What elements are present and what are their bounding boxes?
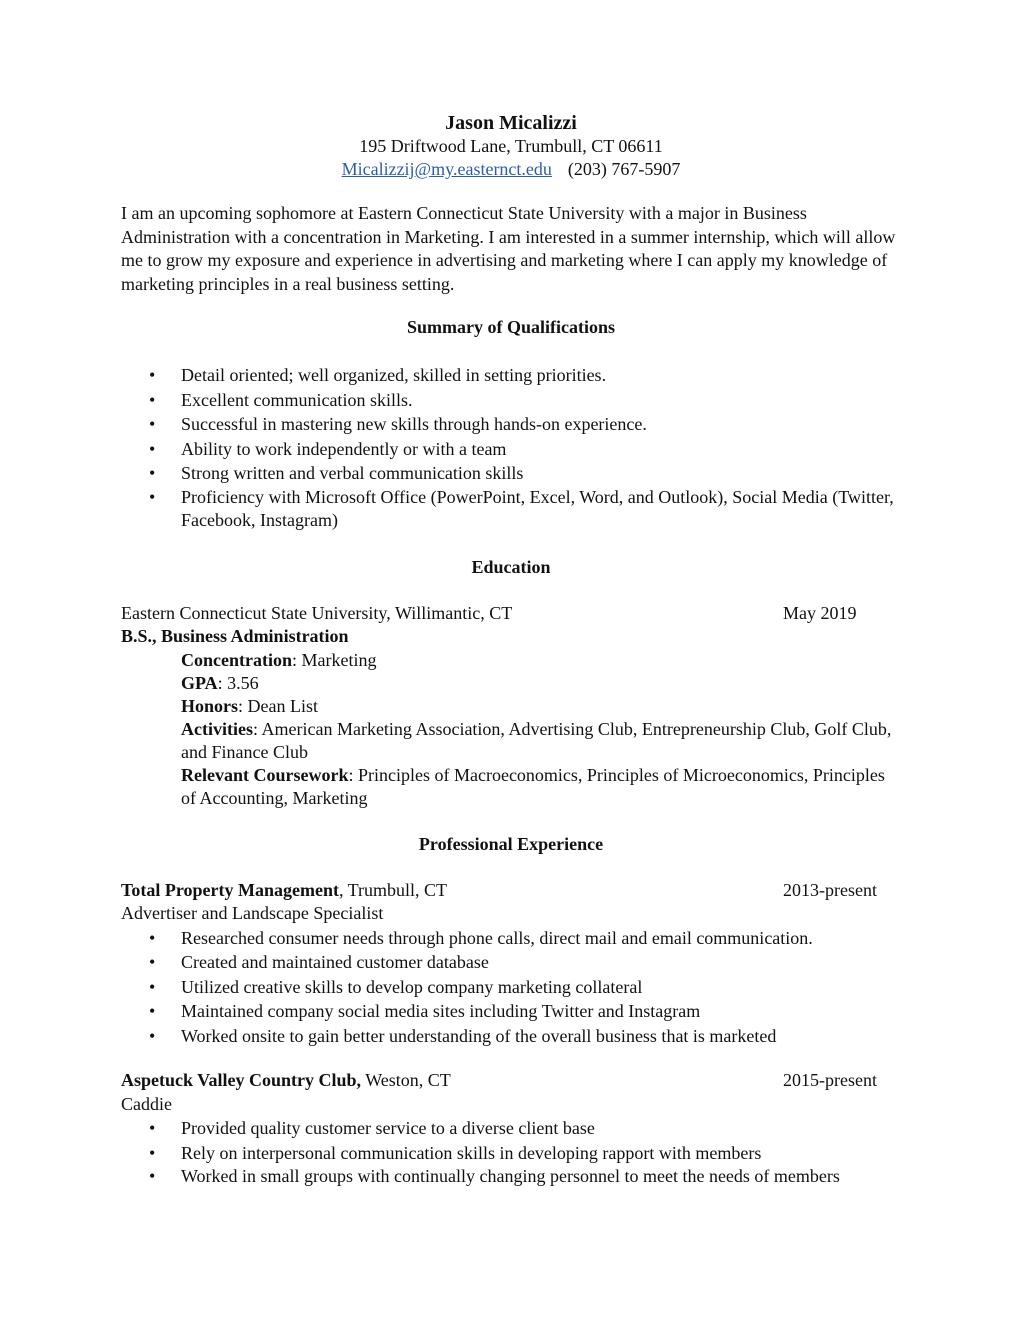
phone-number: (203) 767-5907 <box>567 159 681 179</box>
objective-paragraph: I am an upcoming sophomore at Eastern Connecticut State University with a major in Business Administration with a concentration in Marketing. I am interested in a summer internship, which will allow me to grow my exposure and experience in advertising and marketing where I can apply my knowledge of marketing principles in a real business setting. <box>121 203 896 294</box>
bullet-icon: • <box>149 463 156 483</box>
bullet-icon: • <box>149 414 156 434</box>
list-item: • Rely on interpersonal communication skills in developing rapport with members <box>121 1141 901 1166</box>
job-role: Advertiser and Landscape Specialist <box>121 903 384 923</box>
job-role: Caddie <box>121 1093 172 1114</box>
list-item: • Proficiency with Microsoft Office (PowerPoint, Excel, Word, and Outlook), Social Media (Twitter, Facebook, Instagram) <box>149 486 894 530</box>
email-link[interactable]: Micalizzij@my.easternct.edu <box>341 159 552 179</box>
education-detail: GPA: 3.56 <box>181 672 259 693</box>
bullet-icon: • <box>149 389 156 410</box>
job-dates: 2015-present <box>783 1070 877 1090</box>
list-item: • Worked onsite to gain better understanding of the overall business that is marketed <box>121 1024 901 1049</box>
education-detail: Concentration: Marketing <box>181 649 377 670</box>
company-name: Total Property Management <box>121 879 339 900</box>
list-item: • Provided quality customer service to a diverse client base <box>121 1116 901 1141</box>
job-header-row <box>121 879 901 903</box>
bullet-icon: • <box>149 1166 156 1186</box>
resume-page <box>121 111 901 1189</box>
education-detail: Relevant Coursework: Principles of Macroeconomics, Principles of Microeconomics, Principles of Accounting, Marketing <box>181 764 885 808</box>
bullet-icon: • <box>149 1025 156 1046</box>
bullet-icon: • <box>149 438 156 459</box>
qualifications-heading: Summary of Qualifications <box>406 317 615 337</box>
list-item: • Excellent communication skills. <box>121 388 901 413</box>
degree: B.S., Business Administration <box>121 626 349 646</box>
job-header-row <box>121 1069 901 1093</box>
list-item: • Maintained company social media sites including Twitter and Instagram <box>121 999 901 1024</box>
job-duties-list <box>121 926 901 1049</box>
list-item: • Ability to work independently or with a team <box>121 437 901 462</box>
bullet-icon: • <box>149 952 156 972</box>
bullet-icon: • <box>149 927 156 948</box>
education-detail: Activities: American Marketing Association, Advertising Club, Entrepreneurship Club, Golf Club, and Finance Club <box>181 718 892 762</box>
education-school-row <box>121 602 901 626</box>
bullet-icon: • <box>149 1142 156 1163</box>
list-item: • Researched consumer needs through phone calls, direct mail and email communication. <box>121 926 901 951</box>
bullet-icon: • <box>149 976 156 997</box>
list-item: • Created and maintained customer database <box>121 950 901 975</box>
list-item: • Strong written and verbal communication skills <box>121 461 901 486</box>
company-location: , Trumbull, CT <box>338 879 448 900</box>
job-duties-list <box>121 1116 901 1189</box>
bullet-icon: • <box>149 486 156 507</box>
bullet-icon: • <box>149 1001 156 1021</box>
bullet-icon: • <box>149 1118 156 1138</box>
education-detail: Honors: Dean List <box>181 695 318 716</box>
job-dates: 2013-present <box>783 879 877 900</box>
address-line: 195 Driftwood Lane, Trumbull, CT 06611 <box>359 136 663 156</box>
company-location: Weston, CT <box>361 1070 451 1090</box>
resume-name: Jason Micalizzi <box>445 112 577 134</box>
graduation-date: May 2019 <box>783 602 857 623</box>
contact-line <box>121 158 901 181</box>
school-name: Eastern Connecticut State University, Willimantic, CT <box>121 602 513 623</box>
list-item: • Worked in small groups with continually changing personnel to meet the needs of members <box>121 1165 901 1189</box>
experience-heading: Professional Experience <box>418 833 604 854</box>
company-name: Aspetuck Valley Country Club, <box>121 1070 362 1090</box>
qualifications-list <box>121 363 901 533</box>
education-heading: Education <box>471 556 551 577</box>
bullet-icon: • <box>149 365 156 385</box>
list-item: • Detail oriented; well organized, skilled in setting priorities. <box>121 363 901 388</box>
list-item: • Utilized creative skills to develop company marketing collateral <box>121 975 901 1000</box>
list-item: • Successful in mastering new skills through hands-on experience. <box>121 412 901 437</box>
